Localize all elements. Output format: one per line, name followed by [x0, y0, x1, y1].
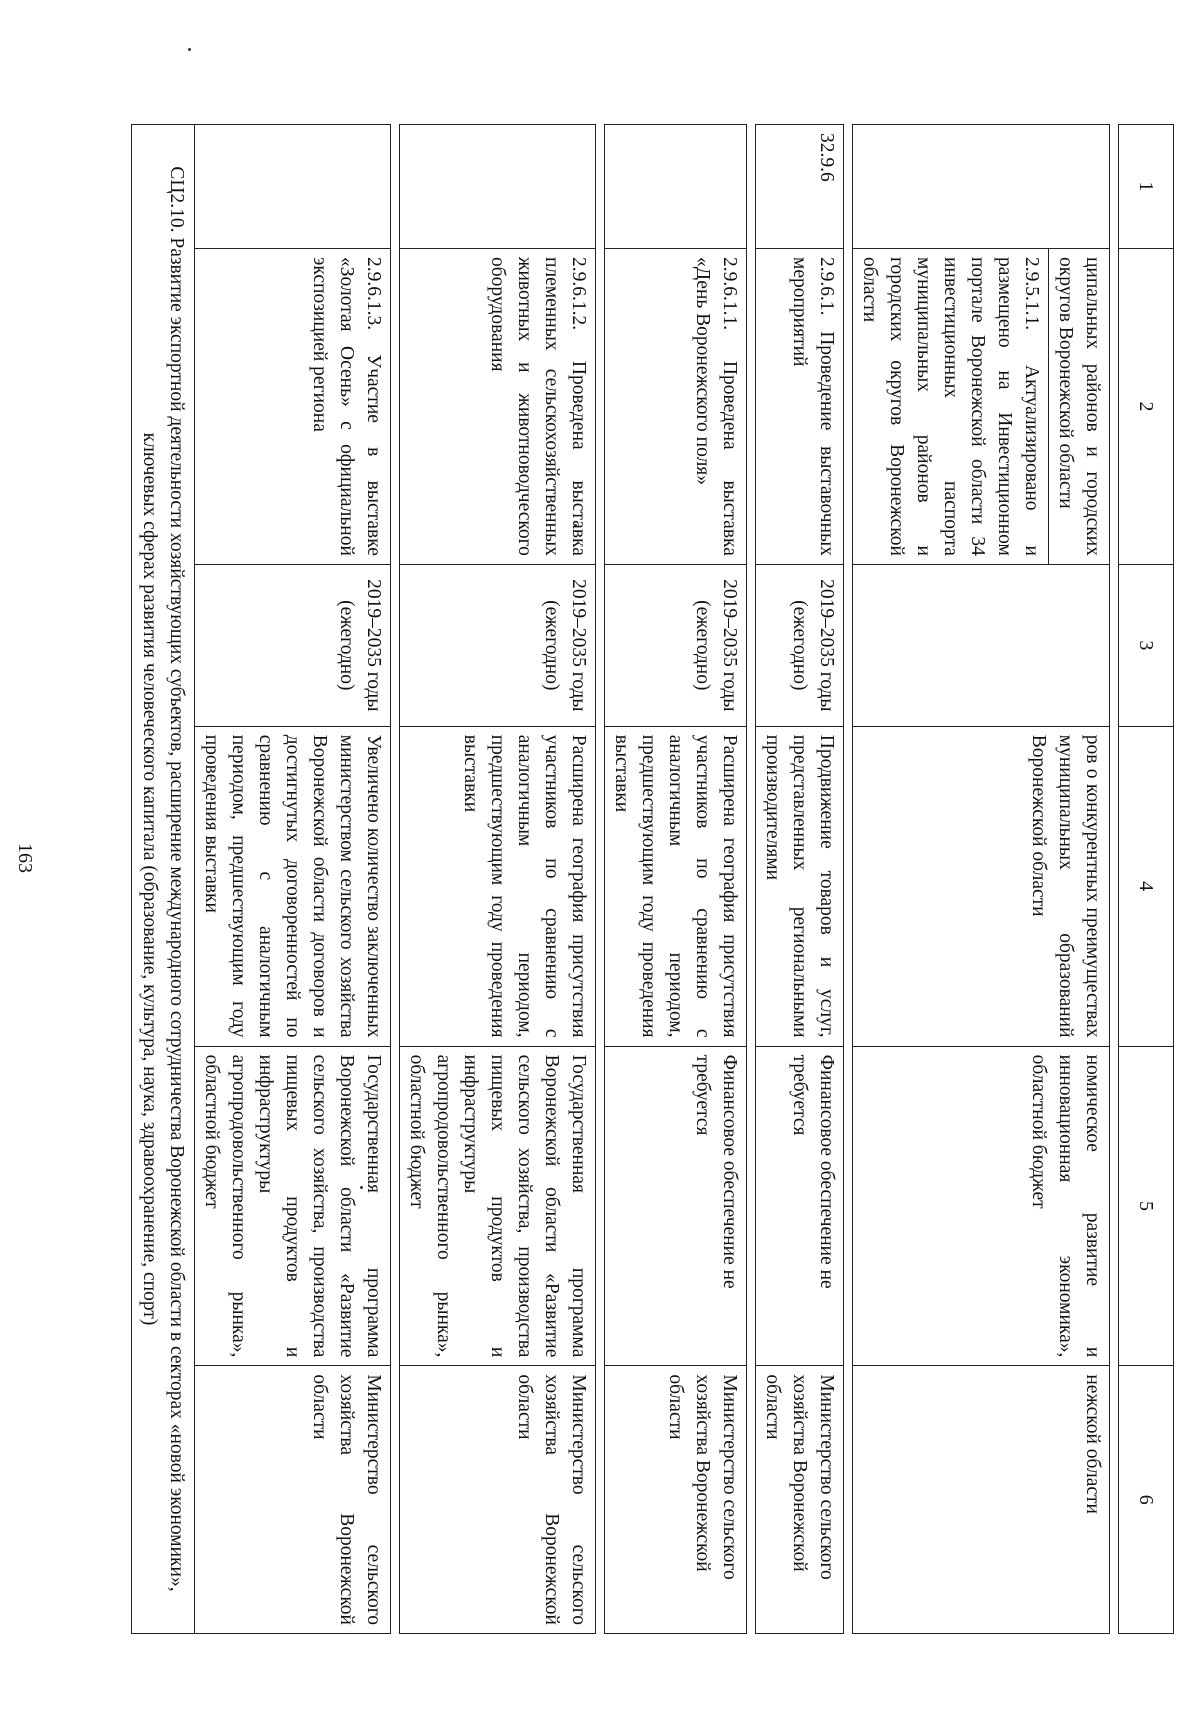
cell-result: Увеличено количество заключенных министерством сельского хозяйства Воронежской области договоров и достигнутых договоренностей по сравнению с аналогичным периодом, предшествующим году проведения выставки	[195, 726, 391, 1046]
table-row	[756, 125, 844, 1634]
cell-number	[853, 125, 1110, 249]
cell-responsible: Министерство сельского хозяйства Воронежской области	[400, 1366, 596, 1634]
spacer-row	[596, 125, 605, 1634]
scan-speck	[188, 48, 191, 51]
table-row	[400, 125, 596, 1634]
cell-result: ров о конкурентных преимуществах муниципальных образований Воронежской области	[853, 726, 1110, 1046]
cell-measure: 2.9.6.1. Проведение выставочных мероприятий	[756, 249, 844, 565]
cell-measure: 2.9.5.1.1. Актуализировано и размещено на Инвестиционном портале Воронежской области 34 инвестиционных паспорта муниципальных районов и городских округов Воронежской области	[853, 249, 1049, 565]
cell-funding: Государственная программа Воронежской области «Развитие сельского хозяйства, производства пищевых продуктов и инфраструктуры агропродовольственного рынка», областной бюджет	[195, 1046, 391, 1366]
cell-measure: ципальных районов и городских округов Воронежской области	[1049, 249, 1110, 565]
measures-table	[131, 124, 1174, 1634]
cell-period: 2019–2035 годы (ежегодно)	[400, 564, 596, 726]
cell-period: 2019–2035 годы (ежегодно)	[195, 564, 391, 726]
cell-number	[605, 125, 747, 249]
column-header: 3	[1119, 564, 1174, 726]
cell-responsible: Министерство сельского хозяйства Воронежской области	[195, 1366, 391, 1634]
spacer-cell	[391, 125, 400, 1634]
spacer-row	[747, 125, 756, 1634]
section-heading: СЦ2.10. Развитие экспортной деятельности хозяйствующих субъектов, расширение международного сотрудничества Воронежской области в секторах «новой экономики», ключевых сферах развития человеческого капитала (образование, культура, наука, здравоохранение, спорт)	[132, 125, 195, 1634]
cell-result: Продвижение товаров и услуг, представленных региональными производителями	[756, 726, 844, 1046]
spacer-cell	[1110, 125, 1119, 1634]
cell-funding: Государственная программа Воронежской области «Развитие сельского хозяйства, производства пищевых продуктов и инфраструктуры агропродовольственного рынка», областной бюджет	[400, 1046, 596, 1366]
cell-number: 32.9.6	[756, 125, 844, 249]
column-header: 1	[1119, 125, 1174, 249]
cell-period: 2019–2035 годы (ежегодно)	[756, 564, 844, 726]
page-number: 163	[14, 843, 36, 873]
cell-measure: 2.9.6.1.2. Проведена выставка племенных сельскохозяйственных животных и животноводческого оборудования	[400, 249, 596, 565]
cell-number	[195, 125, 391, 249]
cell-result: Расширена география присутствия участников по сравнению с аналогичным периодом, предшествующим году проведения выставки	[400, 726, 596, 1046]
cell-measure: 2.9.6.1.3. Участие в выставке «Золотая Осень» с официальной экспозицией региона	[195, 249, 391, 565]
section-heading-row	[132, 125, 195, 1634]
cell-responsible: нежской области	[853, 1366, 1110, 1634]
spacer-row	[844, 125, 853, 1634]
rotated-table-block	[52, 90, 1174, 1662]
column-header: 5	[1119, 1046, 1174, 1366]
spacer-cell	[747, 125, 756, 1634]
cell-responsible: Министерство сельского хозяйства Воронежской области	[756, 1366, 844, 1634]
cell-result: Расширена география присутствия участников по сравнению с аналогичным периодом, предшествующим году проведения выставки	[605, 726, 747, 1046]
spacer-row	[391, 125, 400, 1634]
cell-period: 2019–2035 годы (ежегодно)	[605, 564, 747, 726]
cell-responsible: Министерство сельского хозяйства Воронежской области	[605, 1366, 747, 1634]
spacer-row	[1110, 125, 1119, 1634]
table-row	[605, 125, 747, 1634]
cell-measure: 2.9.6.1.1. Проведена выставка «День Воронежского поля»	[605, 249, 747, 565]
table-row	[1049, 125, 1110, 1634]
column-header: 6	[1119, 1366, 1174, 1634]
cell-number	[400, 125, 596, 249]
table-row	[195, 125, 391, 1634]
header-row	[1119, 125, 1174, 1634]
spacer-cell	[844, 125, 853, 1634]
column-header: 4	[1119, 726, 1174, 1046]
column-header: 2	[1119, 249, 1174, 565]
cell-funding: Финансовое обеспечение не требуется	[605, 1046, 747, 1366]
cell-funding: номическое развитие и инновационная экономика», областной бюджет	[853, 1046, 1110, 1366]
cell-funding: Финансовое обеспечение не требуется	[756, 1046, 844, 1366]
cell-period	[853, 564, 1110, 726]
spacer-cell	[596, 125, 605, 1634]
